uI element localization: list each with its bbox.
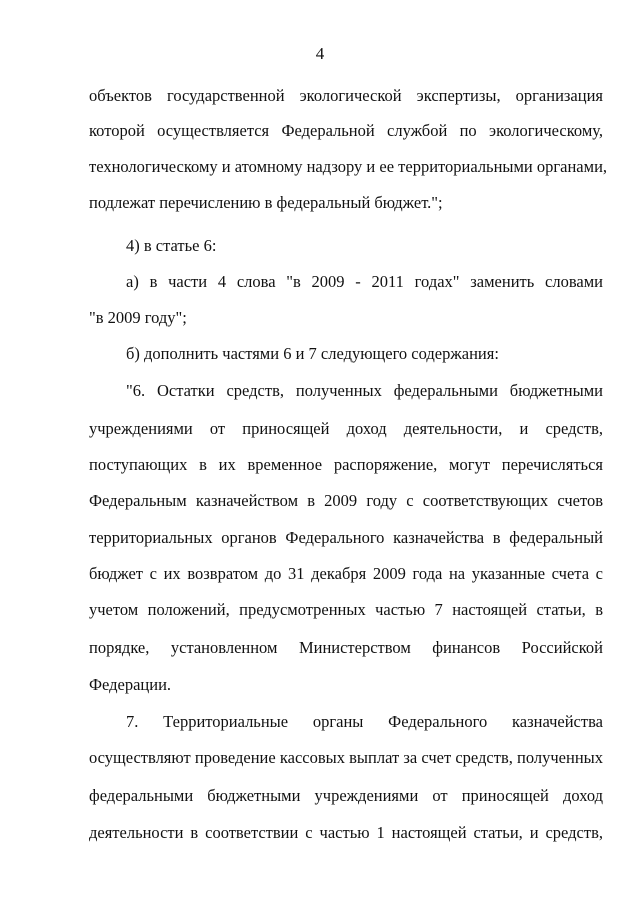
text-line: порядке, установленном Министерством финансов Российской (89, 638, 603, 657)
text-line: федеральными бюджетными учреждениями от приносящей доход (89, 786, 603, 805)
text-line: учетом положений, предусмотренных частью 7 настоящей статьи, в (89, 600, 603, 619)
text-line: Федеральным казначейством в 2009 году с соответствующих счетов (89, 491, 603, 510)
text-line: объектов государственной экологической экспертизы, организация (89, 86, 603, 105)
paragraph-first-line: 7. Территориальные органы Федерального казначейства (126, 712, 603, 731)
text-line: "в 2009 году"; (89, 308, 187, 327)
list-item-line: 4) в статье 6: (126, 236, 217, 255)
text-line: осуществляют проведение кассовых выплат за счет средств, полученных (89, 748, 603, 767)
page-number: 4 (315, 44, 325, 63)
paragraph-first-line: "6. Остатки средств, полученных федеральными бюджетными (126, 381, 603, 400)
text-line: бюджет с их возвратом до 31 декабря 2009 года на указанные счета с (89, 564, 603, 583)
list-item-line: а) в части 4 слова "в 2009 - 2011 годах" заменить словами (126, 272, 603, 291)
text-line: которой осуществляется Федеральной службой по экологическому, (89, 121, 603, 140)
text-line: поступающих в их временное распоряжение, могут перечисляться (89, 455, 603, 474)
text-line: учреждениями от приносящей доход деятельности, и средств, (89, 419, 603, 438)
text-line: технологическому и атомному надзору и ее территориальными органами, (89, 157, 608, 176)
text-line: деятельности в соответствии с частью 1 настоящей статьи, и средств, (89, 823, 603, 842)
text-line: территориальных органов Федерального казначейства в федеральный (89, 528, 603, 547)
text-line: Федерации. (89, 675, 172, 694)
text-line: подлежат перечислению в федеральный бюджет."; (89, 193, 443, 212)
list-item-line: б) дополнить частями 6 и 7 следующего содержания: (126, 344, 499, 363)
